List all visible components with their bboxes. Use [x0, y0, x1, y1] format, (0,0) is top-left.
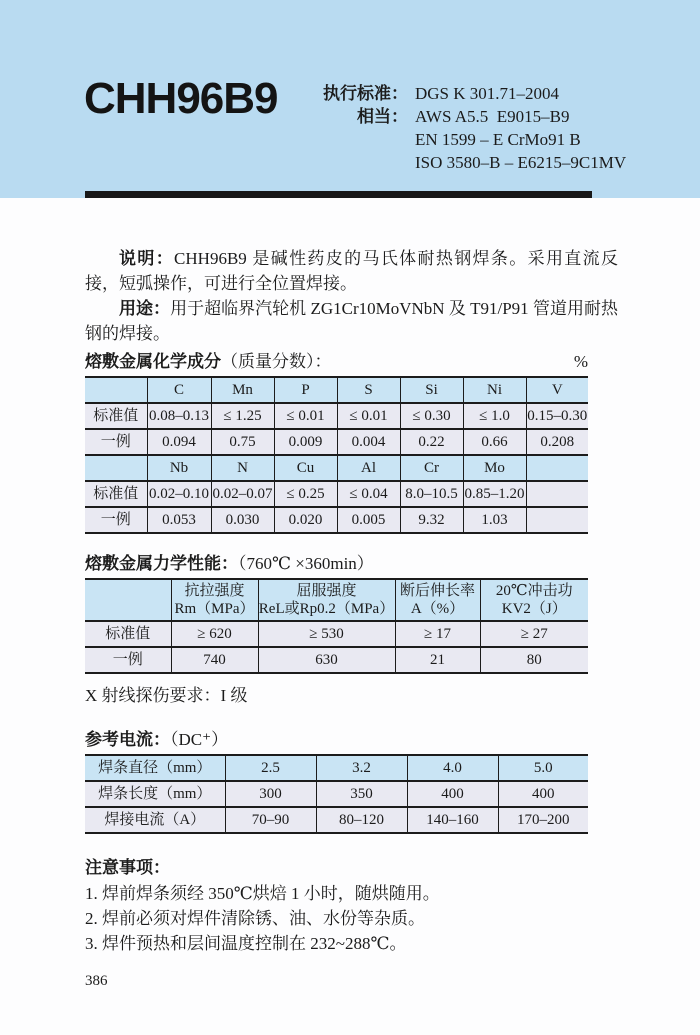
- chem-cell: 标准值: [85, 403, 147, 429]
- current-section-title: [85, 727, 588, 752]
- chem-cell: [526, 481, 588, 507]
- mech-header-row: [85, 579, 588, 621]
- electrode-length-row: [85, 781, 588, 807]
- chem-header-cell: [85, 377, 147, 403]
- mech-cell: 740: [171, 647, 258, 673]
- chem-header-row-1: [85, 377, 588, 403]
- notes-title: 注意事项：: [85, 858, 170, 877]
- standard-label: 执行标准：: [323, 84, 408, 103]
- chem-header-cell: S: [337, 377, 400, 403]
- equivalent-value-aws: AWS A5.5 E9015–B9: [415, 107, 570, 126]
- chemical-unit: %: [573, 352, 588, 371]
- chem-cell: ≤ 0.04: [337, 481, 400, 507]
- chem-cell: 0.02–0.10: [147, 481, 211, 507]
- content-area: [0, 198, 700, 956]
- current-cell: 5.0: [498, 755, 588, 781]
- mech-cell: ≥ 530: [258, 621, 395, 647]
- mech-standard-row: [85, 621, 588, 647]
- chem-cell: 0.66: [463, 429, 526, 455]
- product-code-title: CHH96B9: [84, 74, 278, 123]
- chem-header-cell: Cu: [274, 455, 337, 481]
- current-cell: 350: [316, 781, 407, 807]
- chem-cell: 0.75: [211, 429, 274, 455]
- mech-header-cell: 抗拉强度 Rm（MPa）: [171, 579, 258, 621]
- mech-cell: ≥ 620: [171, 621, 258, 647]
- equivalent-value-en: EN 1599 – E CrMo91 B: [415, 130, 581, 149]
- reference-current-table: [85, 754, 588, 834]
- chem-header-cell: [526, 455, 588, 481]
- mech-cell: ≥ 17: [395, 621, 480, 647]
- chem-cell: 一例: [85, 507, 147, 533]
- current-cell: 焊条直径（mm）: [85, 755, 225, 781]
- chem-cell: ≤ 0.01: [337, 403, 400, 429]
- chem-header-row-2: [85, 455, 588, 481]
- description-label: 说明：: [119, 249, 175, 268]
- welding-current-row: [85, 807, 588, 833]
- chem-cell: ≤ 0.30: [400, 403, 463, 429]
- chem-cell: 0.85–1.20: [463, 481, 526, 507]
- chem-cell: 0.08–0.13: [147, 403, 211, 429]
- current-cell: 焊接电流（A）: [85, 807, 225, 833]
- chem-cell: 0.020: [274, 507, 337, 533]
- mech-cell: 标准值: [85, 621, 171, 647]
- usage-label: 用途：: [119, 299, 171, 318]
- mech-header-cell: [85, 579, 171, 621]
- electrode-diameter-row: [85, 755, 588, 781]
- chem-example-row-2: [85, 507, 588, 533]
- description-paragraph: [85, 246, 618, 296]
- page-number: 386: [85, 973, 108, 989]
- usage-text: 用于超临界汽轮机 ZG1Cr10MoVNbN 及 T91/P91 管道用耐热钢的焊接。: [85, 299, 619, 343]
- mech-example-row: [85, 647, 588, 673]
- chem-header-cell: Mn: [211, 377, 274, 403]
- standard-value: DGS K 301.71–2004: [415, 84, 560, 103]
- chemical-section-title: [85, 349, 588, 374]
- xray-requirement-note: X 射线探伤要求：I 级: [85, 686, 248, 705]
- chem-cell: ≤ 0.01: [274, 403, 337, 429]
- mech-cell: ≥ 27: [480, 621, 588, 647]
- chem-standard-row-2: [85, 481, 588, 507]
- chem-cell: 0.02–0.07: [211, 481, 274, 507]
- chem-header-cell: C: [147, 377, 211, 403]
- standard-row: [318, 82, 626, 105]
- note-item-3: 3. 焊件预热和层间温度控制在 232~288℃。: [85, 934, 407, 953]
- chem-cell: 0.030: [211, 507, 274, 533]
- current-cell: 2.5: [225, 755, 316, 781]
- current-cell: 170–200: [498, 807, 588, 833]
- current-cell: 300: [225, 781, 316, 807]
- note-item-2: 2. 焊前必须对焊件清除锈、油、水份等杂质。: [85, 909, 425, 928]
- note-item-1: 1. 焊前焊条须经 350℃烘焙 1 小时，随烘随用。: [85, 884, 440, 903]
- chem-header-cell: Al: [337, 455, 400, 481]
- chem-cell: 0.208: [526, 429, 588, 455]
- equivalent-label: 相当：: [357, 107, 408, 126]
- current-cell: 140–160: [407, 807, 498, 833]
- chem-cell: ≤ 0.25: [274, 481, 337, 507]
- mechanical-properties-table: [85, 578, 588, 674]
- header-band: [0, 0, 700, 198]
- standards-block: [318, 82, 626, 174]
- chem-cell: 0.22: [400, 429, 463, 455]
- chemical-composition-table: [85, 376, 588, 534]
- mech-header-cell: 20℃冲击功 KV2（J）: [480, 579, 588, 621]
- current-cell: 70–90: [225, 807, 316, 833]
- equivalent-row: [318, 151, 626, 174]
- equivalent-row: [318, 105, 626, 128]
- current-cell: 3.2: [316, 755, 407, 781]
- chem-cell: 9.32: [400, 507, 463, 533]
- chem-cell: 0.053: [147, 507, 211, 533]
- chem-header-cell: V: [526, 377, 588, 403]
- chem-cell: 0.15–0.30: [526, 403, 588, 429]
- current-cell: 焊条长度（mm）: [85, 781, 225, 807]
- header-rule: [85, 191, 592, 198]
- mech-cell: 一例: [85, 647, 171, 673]
- chem-cell: 0.009: [274, 429, 337, 455]
- chem-header-cell: P: [274, 377, 337, 403]
- mechanical-title-bold: 熔敷金属力学性能：: [85, 554, 238, 573]
- chem-header-cell: N: [211, 455, 274, 481]
- chem-cell: ≤ 1.0: [463, 403, 526, 429]
- chem-cell: ≤ 1.25: [211, 403, 274, 429]
- mech-header-cell: 屈服强度 ReL或Rp0.2（MPa）: [258, 579, 395, 621]
- mech-cell: 80: [480, 647, 588, 673]
- chem-cell: [526, 507, 588, 533]
- chemical-title-rest: （质量分数）：: [221, 352, 332, 371]
- current-cell: 400: [498, 781, 588, 807]
- chem-example-row-1: [85, 429, 588, 455]
- chem-cell: 1.03: [463, 507, 526, 533]
- chem-cell: 标准值: [85, 481, 147, 507]
- mech-cell: 630: [258, 647, 395, 673]
- current-title-rest: （DC⁺）: [170, 730, 229, 749]
- usage-paragraph: [85, 296, 618, 346]
- mechanical-title-rest: （760℃ ×360min）: [238, 554, 374, 573]
- mech-header-cell: 断后伸长率 A（%）: [395, 579, 480, 621]
- chem-header-cell: [85, 455, 147, 481]
- chemical-title-bold: 熔敷金属化学成分: [85, 352, 221, 371]
- mech-cell: 21: [395, 647, 480, 673]
- chem-header-cell: Si: [400, 377, 463, 403]
- chem-header-cell: Nb: [147, 455, 211, 481]
- chem-cell: 一例: [85, 429, 147, 455]
- chem-cell: 0.005: [337, 507, 400, 533]
- current-cell: 80–120: [316, 807, 407, 833]
- chem-cell: 8.0–10.5: [400, 481, 463, 507]
- description-text: CHH96B9 是碱性药皮的马氏体耐热钢焊条。采用直流反接，短弧操作，可进行全位置焊接。: [85, 249, 618, 293]
- mechanical-section-title: [85, 551, 588, 576]
- current-cell: 4.0: [407, 755, 498, 781]
- chem-cell: 0.004: [337, 429, 400, 455]
- chem-header-cell: Cr: [400, 455, 463, 481]
- current-title-bold: 参考电流：: [85, 730, 170, 749]
- equivalent-row: [318, 128, 626, 151]
- equivalent-value-iso: ISO 3580–B – E6215–9C1MV: [415, 153, 627, 172]
- chem-header-cell: Ni: [463, 377, 526, 403]
- chem-header-cell: Mo: [463, 455, 526, 481]
- chem-cell: 0.094: [147, 429, 211, 455]
- chem-standard-row-1: [85, 403, 588, 429]
- current-cell: 400: [407, 781, 498, 807]
